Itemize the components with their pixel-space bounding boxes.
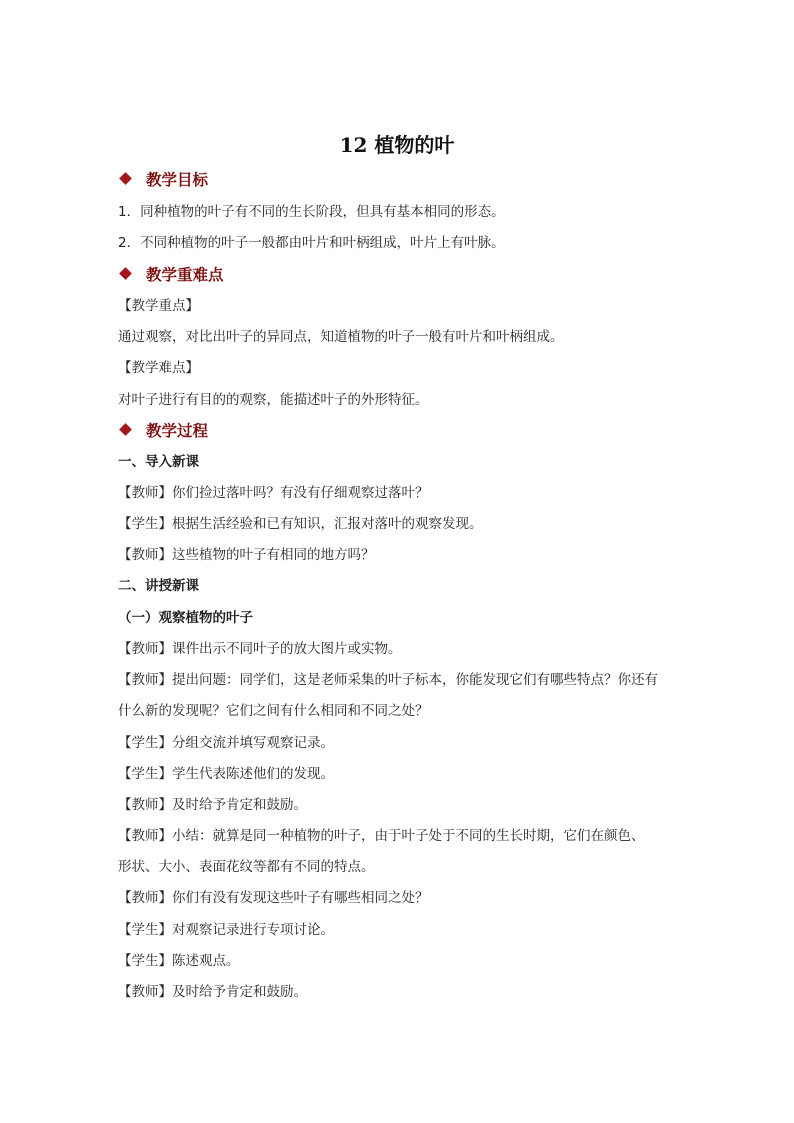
diamond-bullet-icon	[119, 423, 132, 436]
key-point-text: 通过观察，对比出叶子的异同点，知道植物的叶子一般有叶片和叶柄组成。	[118, 329, 564, 345]
objective-item-1: 1．同种植物的叶子有不同的生长阶段，但具有基本相同的形态。	[118, 204, 505, 220]
dialogue-line: 什么新的发现呢？它们之间有什么相同和不同之处？	[118, 703, 429, 719]
section-heading-process	[121, 420, 208, 442]
subheading-intro: 一、导入新课	[118, 454, 199, 470]
dialogue-line: 【教师】你们捡过落叶吗？有没有仔细观察过落叶？	[118, 485, 429, 501]
section-heading-label: 教学目标	[146, 170, 209, 189]
subheading-observe-leaves: （一）观察植物的叶子	[118, 610, 253, 626]
dialogue-line: 【教师】这些植物的叶子有相同的地方吗？	[118, 547, 375, 563]
dialogue-line: 【教师】小结：就算是同一种植物的叶子，由于叶子处于不同的生长时期，它们在颜色、	[118, 828, 645, 844]
section-heading-label: 教学过程	[146, 421, 209, 440]
objective-item-2: 2．不同种植物的叶子一般都由叶片和叶柄组成，叶片上有叶脉。	[118, 235, 505, 251]
difficulty-text: 对叶子进行有目的的观察，能描述叶子的外形特征。	[118, 392, 429, 408]
dialogue-line: 【学生】根据生活经验和已有知识，汇报对落叶的观察发现。	[118, 516, 483, 532]
diamond-bullet-icon	[119, 172, 132, 185]
section-heading-objectives	[121, 169, 208, 191]
section-heading-key-points	[121, 264, 224, 286]
dialogue-line: 【教师】提出问题：同学们，这是老师采集的叶子标本，你能发现它们有哪些特点？你还有	[118, 672, 658, 688]
subheading-new-lesson: 二、讲授新课	[118, 578, 199, 594]
key-point-label: 【教学重点】	[118, 298, 199, 314]
dialogue-line: 【学生】学生代表陈述他们的发现。	[118, 766, 334, 782]
dialogue-line: 【学生】分组交流并填写观察记录。	[118, 735, 334, 751]
dialogue-line: 形状、大小、表面花纹等都有不同的特点。	[118, 859, 375, 875]
difficulty-label: 【教学难点】	[118, 360, 199, 376]
dialogue-line: 【教师】课件出示不同叶子的放大图片或实物。	[118, 641, 402, 657]
dialogue-line: 【学生】对观察记录进行专项讨论。	[118, 922, 334, 938]
section-heading-label: 教学重难点	[146, 265, 224, 284]
dialogue-line: 【教师】及时给予肯定和鼓励。	[118, 984, 307, 1000]
dialogue-line: 【教师】及时给予肯定和鼓励。	[118, 797, 307, 813]
dialogue-line: 【学生】陈述观点。	[118, 953, 240, 969]
dialogue-line: 【教师】你们有没有发现这些叶子有哪些相同之处？	[118, 890, 429, 906]
diamond-bullet-icon	[119, 267, 132, 280]
page-title: 12 植物的叶	[339, 133, 455, 157]
